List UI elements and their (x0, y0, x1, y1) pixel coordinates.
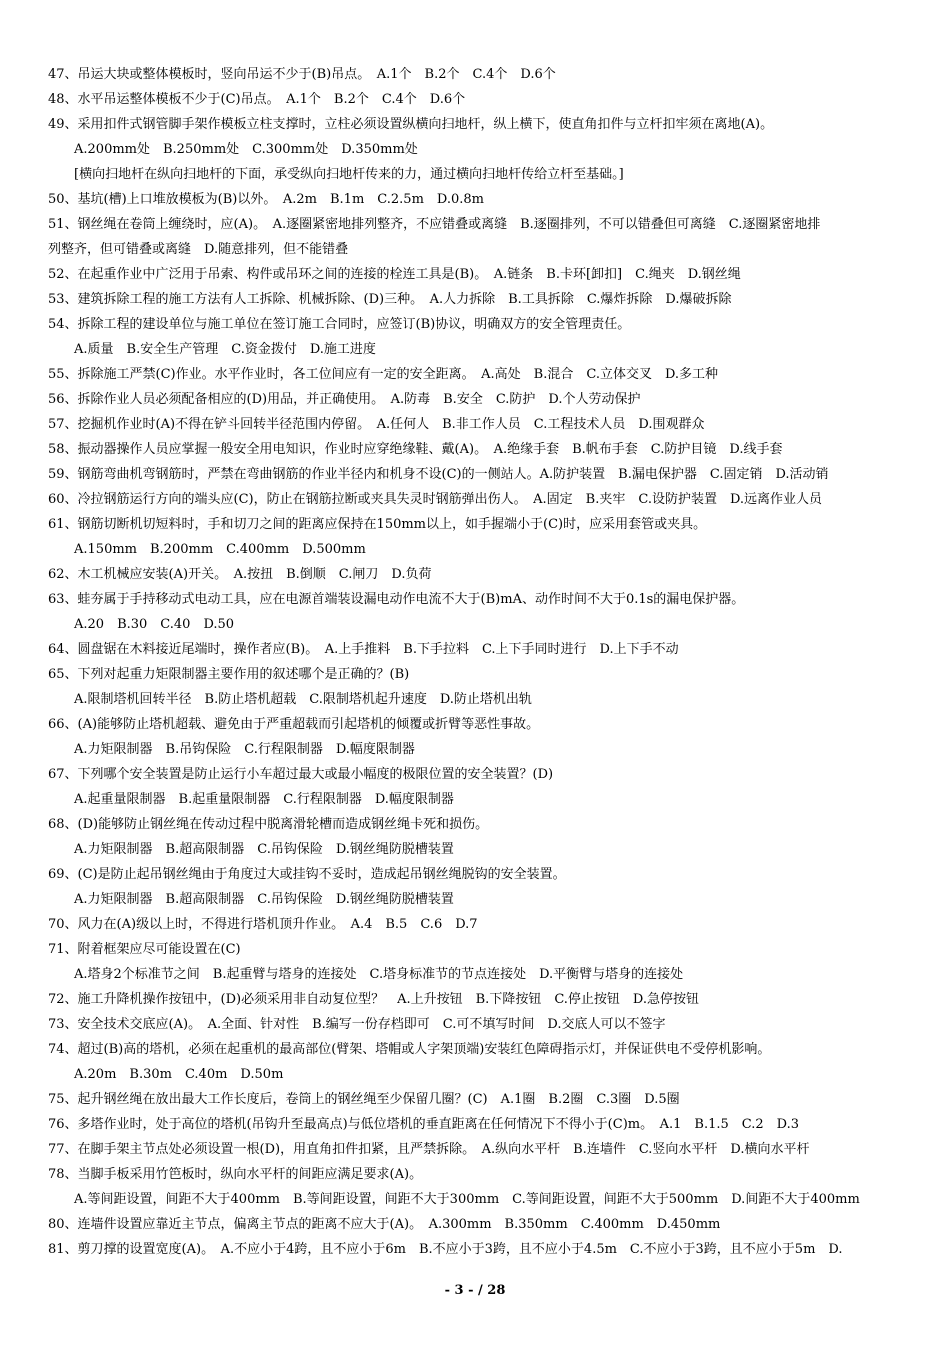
question-line: 55、拆除施工严禁(C)作业。水平作业时，各工位间应有一定的安全距离。 A.高处 B.混合 C.立体交叉 D.多工种 (48, 367, 719, 382)
question-line: 57、挖掘机作业时(A)不得在铲斗回转半径范围内停留。 A.任何人 B.非工作人员 C.工程技术人员 D.围观群众 (48, 417, 705, 432)
answer-options-line: A.塔身2个标准节之间 B.起重臂与塔身的连接处 C.塔身标准节的节点连接处 D.平衡臂与塔身的连接处 (74, 967, 684, 982)
answer-options-line: A.起重量限制器 B.起重量限制器 C.行程限制器 D.幅度限制器 (74, 792, 454, 807)
question-line: 64、圆盘锯在木料接近尾端时，操作者应(B)。 A.上手推料 B.下手拉料 C.上下手同时进行 D.上下手不动 (48, 642, 679, 657)
question-line: 列整齐，但可错叠或离缝 D.随意排列，但不能错叠 (48, 242, 349, 257)
question-line: 80、连墙件设置应靠近主节点，偏离主节点的距离不应大于(A)。 A.300mm B.350mm C.400mm D.450mm (48, 1217, 721, 1232)
question-line: 47、吊运大块或整体模板时，竖向吊运不少于(B)吊点。 A.1个 B.2个 C.4个 D.6个 (48, 67, 556, 82)
question-line: 75、起升钢丝绳在放出最大工作长度后，卷筒上的钢丝绳至少保留几圈？(C) A.1圈 B.2圈 C.3圈 D.5圈 (48, 1092, 680, 1107)
answer-options-line: A.20 B.30 C.40 D.50 (74, 617, 235, 632)
answer-options-line: [横向扫地杆在纵向扫地杆的下面，承受纵向扫地杆传来的力，通过横向扫地杆传给立杆至基础。] (74, 167, 624, 182)
question-line: 63、蛙夯属于手持移动式电动工具，应在电源首端装设漏电动作电流不大于(B)mA、动作时间不大于0.1s的漏电保护器。 (48, 592, 745, 607)
question-line: 56、拆除作业人员必须配备相应的(D)用品，并正确使用。 A.防毒 B.安全 C.防护 D.个人劳动保护 (48, 392, 641, 407)
question-line: 60、冷拉钢筋运行方向的端头应(C)，防止在钢筋拉断或夹具失灵时钢筋弹出伤人。 A.固定 B.夹牢 C.设防护装置 D.远离作业人员 (48, 492, 823, 507)
question-line: 50、基坑(槽)上口堆放模板为(B)以外。 A.2m B.1m C.2.5m D.0.8m (48, 192, 484, 207)
question-line: 81、剪刀撑的设置宽度(A)。 A.不应小于4跨，且不应小于6m B.不应小于3跨，且不应小于4.5m C.不应小于3跨，且不应小于5m D. (48, 1242, 843, 1257)
answer-options-line: A.限制塔机回转半径 B.防止塔机超载 C.限制塔机起升速度 D.防止塔机出轨 (74, 692, 532, 707)
question-line: 76、多塔作业时，处于高位的塔机(吊钩升至最高点)与低位塔机的垂直距离在任何情况下不得小于(C)m。 A.1 B.1.5 C.2 D.3 (48, 1117, 800, 1132)
answer-options-line: A.力矩限制器 B.超高限制器 C.吊钩保险 D.钢丝绳防脱槽装置 (74, 842, 454, 857)
page-number: - 3 - / 28 (444, 1283, 506, 1298)
answer-options-line: A.力矩限制器 B.超高限制器 C.吊钩保险 D.钢丝绳防脱槽装置 (74, 892, 454, 907)
answer-options-line: A.150mm B.200mm C.400mm D.500mm (74, 542, 366, 557)
question-list (48, 62, 910, 1262)
question-line: 54、拆除工程的建设单位与施工单位在签订施工合同时，应签订(B)协议，明确双方的安全管理责任。 (48, 317, 631, 332)
answer-options-line: A.质量 B.安全生产管理 C.资金拨付 D.施工进度 (74, 342, 376, 357)
question-line: 51、钢丝绳在卷筒上缠绕时，应(A)。 A.逐圈紧密地排列整齐，不应错叠或离缝 B.逐圈排列，不可以错叠但可离缝 C.逐圈紧密地排 (48, 217, 821, 232)
question-line: 53、建筑拆除工程的施工方法有人工拆除、机械拆除、(D)三种。 A.人力拆除 B.工具拆除 C.爆炸拆除 D.爆破拆除 (48, 292, 732, 307)
answer-options-line: A.等间距设置，间距不大于400mm B.等间距设置，间距不大于300mm C.等间距设置，间距不大于500mm D.间距不大于400mm (74, 1192, 860, 1207)
question-line: 74、超过(B)高的塔机，必须在起重机的最高部位(臂架、塔帽或人字架顶端)安装红色障碍指示灯，并保证供电不受停机影响。 (48, 1042, 771, 1057)
question-line: 62、木工机械应安装(A)开关。 A.按扭 B.倒顺 C.闸刀 D.负荷 (48, 567, 432, 582)
answer-options-line: A.20m B.30m C.40m D.50m (74, 1067, 284, 1082)
question-line: 65、下列对起重力矩限制器主要作用的叙述哪个是正确的？(B) (48, 667, 410, 682)
question-line: 48、水平吊运整体模板不少于(C)吊点。 A.1个 B.2个 C.4个 D.6个 (48, 92, 466, 107)
question-line: 71、附着框架应尽可能设置在(C) (48, 942, 241, 957)
question-line: 66、(A)能够防止塔机超载、避免由于严重超载而引起塔机的倾覆或折臂等恶性事故。 (48, 717, 540, 732)
question-line: 70、风力在(A)级以上时，不得进行塔机顶升作业。 A.4 B.5 C.6 D.7 (48, 917, 478, 932)
question-line: 78、当脚手板采用竹笆板时，纵向水平杆的间距应满足要求(A)。 (48, 1167, 423, 1182)
answer-options-line: A.力矩限制器 B.吊钩保险 C.行程限制器 D.幅度限制器 (74, 742, 415, 757)
question-line: 68、(D)能够防止钢丝绳在传动过程中脱离滑轮槽而造成钢丝绳卡死和损伤。 (48, 817, 489, 832)
question-line: 73、安全技术交底应(A)。 A.全面、针对性 B.编写一份存档即可 C.可不填写时间 D.交底人可以不签字 (48, 1017, 666, 1032)
question-line: 67、下列哪个安全装置是防止运行小车超过最大或最小幅度的极限位置的安全装置？(D) (48, 767, 554, 782)
question-line: 72、施工升降机操作按钮中，(D)必须采用非自动复位型？ A.上升按钮 B.下降按钮 C.停止按钮 D.急停按钮 (48, 992, 700, 1007)
question-line: 77、在脚手架主节点处必须设置一根(D)，用直角扣件扣紧，且严禁拆除。 A.纵向水平杆 B.连墙件 C.竖向水平杆 D.横向水平杆 (48, 1142, 810, 1157)
answer-options-line: A.200mm处 B.250mm处 C.300mm处 D.350mm处 (74, 142, 418, 157)
question-line: 58、振动器操作人员应掌握一般安全用电知识，作业时应穿绝缘鞋、戴(A)。 A.绝缘手套 B.帆布手套 C.防护目镜 D.线手套 (48, 442, 783, 457)
question-line: 52、在起重作业中广泛用于吊索、构件或吊环之间的连接的栓连工具是(B)。 A.链条 B.卡环[卸扣] C.绳夹 D.钢丝绳 (48, 267, 741, 282)
question-line: 69、(C)是防止起吊钢丝绳由于角度过大或挂钩不妥时，造成起吊钢丝绳脱钩的安全装置。 (48, 867, 566, 882)
question-line: 49、采用扣件式钢管脚手架作模板立柱支撑时，立柱必须设置纵横向扫地杆，纵上横下，使直角扣件与立杆扣牢须在离地(A)。 (48, 117, 774, 132)
question-line: 59、钢筋弯曲机弯钢筋时，严禁在弯曲钢筋的作业半径内和机身不设(C)的一侧站人。A.防护装置 B.漏电保护器 C.固定销 D.活动销 (48, 467, 829, 482)
question-line: 61、钢筋切断机切短料时，手和切刀之间的距离应保持在150mm以上，如手握端小于(C)时，应采用套管或夹具。 (48, 517, 707, 532)
